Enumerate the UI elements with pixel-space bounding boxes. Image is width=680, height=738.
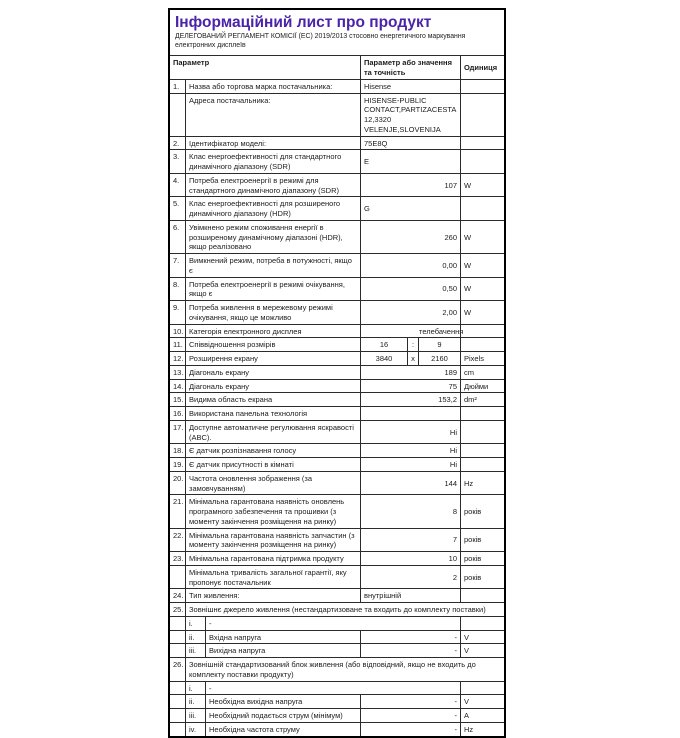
parameter-label: Діагональ екрану: [185, 380, 360, 393]
sub-row-number: i.: [185, 682, 205, 695]
table-row: [170, 136, 504, 150]
unit-label: V: [460, 644, 504, 657]
table-row: [170, 551, 504, 565]
row-number: 14.: [173, 381, 184, 391]
table-row: [170, 277, 504, 301]
row-number: [170, 94, 185, 136]
parameter-label: Мінімальна гарантована наявність оновлень програмного забезпечення та прошивки (з моменту закінчення розміщення на ринку): [185, 495, 360, 527]
parameter-label: Використана панельна технологія: [185, 407, 360, 420]
unit-label: [460, 325, 504, 338]
unit-label: [460, 197, 504, 220]
parameter-value: 144: [360, 472, 460, 495]
unit-label: [460, 80, 504, 93]
parameter-label: Видима область екрана: [185, 393, 360, 406]
sub-row-number: ii.: [185, 695, 205, 708]
parameter-value: 2: [360, 566, 460, 589]
unit-label: [460, 617, 504, 630]
parameter-value: 7: [360, 529, 460, 552]
table-row: [170, 616, 504, 630]
row-number: [170, 566, 185, 589]
parameter-label: -: [205, 617, 460, 630]
value-part-1: [361, 325, 407, 338]
parameter-label: Зовнішнє джерело живлення (нестандартизоване та входить до комплекту поставки): [185, 603, 504, 616]
row-number: 6.: [173, 222, 180, 232]
row-number: 18.: [173, 446, 184, 456]
table-row: [170, 630, 504, 644]
table-row: [170, 708, 504, 722]
table-row: [170, 722, 504, 736]
sub-row-number: iv.: [185, 723, 205, 736]
row-number: 2.: [173, 138, 180, 148]
row-number: [170, 695, 185, 708]
unit-label: V: [460, 631, 504, 644]
value-separator: :: [407, 338, 418, 351]
parameter-value: [360, 407, 460, 420]
unit-label: років: [460, 566, 504, 589]
parameter-value: -: [360, 631, 460, 644]
parameter-label: -: [205, 682, 460, 695]
row-number: 23.: [173, 554, 184, 564]
unit-label: V: [460, 695, 504, 708]
row-number: [170, 617, 185, 630]
value-separator: x: [407, 352, 418, 365]
parameter-value: 10: [360, 552, 460, 565]
table-row: [170, 392, 504, 406]
table-row: [170, 93, 504, 136]
parameter-label: Зовнішній стандартизований блок живлення (або відповідний, якщо не входить до комплекту поставки продукту): [185, 658, 504, 681]
table-row: [170, 253, 504, 277]
document-title: Інформаційний лист про продукт: [175, 14, 432, 31]
unit-label: W: [460, 301, 504, 324]
value-part-2: 9: [418, 338, 460, 351]
row-number: 12.: [173, 354, 184, 364]
parameter-label: Назва або торгова марка постачальника:: [185, 80, 360, 93]
header-value: Параметр або значення та точність: [360, 56, 460, 79]
parameter-value: [360, 325, 464, 338]
parameter-value: 107: [360, 174, 460, 197]
table-row: [170, 565, 504, 589]
parameter-label: Є датчик розпізнавання голосу: [185, 444, 360, 457]
sub-row-number: i.: [185, 617, 205, 630]
parameter-label: Співвідношення розмірів: [185, 338, 360, 351]
unit-label: Pixels: [460, 352, 504, 365]
row-number: 3.: [173, 152, 180, 162]
parameter-label: Є датчик присутності в кімнаті: [185, 458, 360, 471]
unit-label: років: [460, 495, 504, 527]
parameter-value: 75E8Q: [360, 137, 460, 150]
table-row: [170, 471, 504, 495]
parameter-value: Ні: [360, 421, 460, 444]
header-parameter: Параметр: [173, 58, 210, 68]
header-unit: Одиниця: [460, 56, 504, 79]
unit-label: A: [460, 709, 504, 722]
row-number: [170, 631, 185, 644]
row-number: [170, 709, 185, 722]
unit-label: Hz: [460, 472, 504, 495]
parameter-value: -: [360, 695, 460, 708]
row-number: 9.: [173, 303, 180, 313]
parameter-label: Діагональ екрану: [185, 366, 360, 379]
table-row: [170, 657, 504, 681]
row-number: 7.: [173, 256, 180, 266]
parameter-label: Тип живлення:: [185, 589, 360, 602]
parameter-value: -: [360, 644, 460, 657]
parameter-label: Категорія електронного дисплея: [185, 325, 360, 338]
parameter-label: Необхідна частота струму: [205, 723, 360, 736]
unit-label: dm²: [460, 393, 504, 406]
row-number: 15.: [173, 395, 184, 405]
row-number: 20.: [173, 473, 184, 483]
parameter-label: Адреса постачальника:: [185, 94, 360, 136]
parameter-label: Потреба електроенергії в режимі очікування, якщо є: [185, 278, 360, 301]
row-number: 19.: [173, 460, 184, 470]
value-part-2: 2160: [418, 352, 460, 365]
unit-label: [460, 407, 504, 420]
table-row: [170, 643, 504, 657]
row-number: 26.: [173, 660, 184, 670]
parameter-label: Частота оновлення зображення (за замовчуванням): [185, 472, 360, 495]
parameter-value: 189: [360, 366, 460, 379]
unit-label: Hz: [460, 723, 504, 736]
unit-label: років: [460, 552, 504, 565]
table-row: [170, 337, 504, 351]
parameter-label: Потреба живлення в мережевому режимі очікування, якщо це можливо: [185, 301, 360, 324]
row-number: 24.: [173, 591, 184, 601]
parameter-value: E: [360, 150, 460, 173]
value-part-1: 16: [379, 340, 389, 350]
unit-label: [460, 137, 504, 150]
parameter-value: 2,00: [360, 301, 460, 324]
value-part-1: 3840: [375, 354, 393, 364]
table-row: [170, 494, 504, 527]
table-row: [170, 149, 504, 173]
value-part-2: телебачення: [419, 326, 464, 336]
value-separator: [407, 325, 418, 338]
parameter-label: Ідентифікатор моделі:: [185, 137, 360, 150]
row-number: 5.: [173, 199, 180, 209]
table-row: [170, 196, 504, 220]
sub-row-number: iii.: [185, 709, 205, 722]
row-number: 13.: [173, 367, 184, 377]
row-number: 16.: [173, 409, 184, 419]
parameter-value: -: [360, 723, 460, 736]
parameter-value: Ні: [360, 444, 460, 457]
parameter-label: Необхідний подається струм (мінімум): [205, 709, 360, 722]
table-row: [170, 379, 504, 393]
parameter-label: Вхідна напруга: [205, 631, 360, 644]
row-number: 11.: [173, 340, 183, 350]
unit-label: cm: [460, 366, 504, 379]
table-row: [170, 220, 504, 253]
parameter-label: Увімкнено режим споживання енергії в розширеному динамічному діапазоні (HDR), якщо реалізовано: [185, 221, 360, 253]
row-number: 4.: [173, 175, 180, 185]
unit-label: [460, 589, 504, 602]
parameter-label: Мінімальна тривалість загальної гарантії, яку пропонує постачальник: [185, 566, 360, 589]
table-row: [170, 588, 504, 602]
unit-label: років: [460, 529, 504, 552]
row-number: [170, 723, 185, 736]
row-number: 1.: [173, 81, 180, 91]
parameter-label: Клас енергоефективності для розширеного динамічного діапазону (HDR): [185, 197, 360, 220]
product-information-sheet: [168, 8, 506, 738]
parameter-label: Потреба електроенергії в режимі для стандартного динамічного діапазону (SDR): [185, 174, 360, 197]
table-row: [170, 365, 504, 379]
row-number: [170, 682, 185, 695]
parameter-value: 8: [360, 495, 460, 527]
parameter-value: [360, 338, 460, 351]
unit-label: [460, 421, 504, 444]
table-row: [170, 528, 504, 552]
document-subtitle: ДЕЛЕГОВАНИЙ РЕГЛАМЕНТ КОМІСІЇ (ЕС) 2019/2013 стосовно енергетичного маркування електронних дисплеїв: [175, 33, 466, 50]
row-number: [170, 644, 185, 657]
table-row: [170, 79, 504, 93]
table-row: [170, 324, 504, 338]
row-number: 21.: [173, 497, 184, 507]
table-row: [170, 681, 504, 695]
unit-label: [460, 444, 504, 457]
parameter-value: [360, 352, 460, 365]
row-number: 8.: [173, 279, 180, 289]
table-row: [170, 406, 504, 420]
unit-label: [460, 682, 504, 695]
unit-label: [460, 338, 504, 351]
parameter-label: Клас енергоефективності для стандартного динамічного діапазону (SDR): [185, 150, 360, 173]
parameter-value: 153,2: [360, 393, 460, 406]
table-row: [170, 351, 504, 365]
table-row: [170, 694, 504, 708]
parameter-label: Мінімальна гарантована наявність запчастин (з моменту закінчення розміщення на ринку): [185, 529, 360, 552]
parameter-label: Доступне автоматичне регулювання яскравості (ABC).: [185, 421, 360, 444]
parameter-value: G: [360, 197, 460, 220]
parameter-value: -: [360, 709, 460, 722]
table-row: [170, 602, 504, 616]
title-block: [170, 10, 504, 55]
unit-label: W: [460, 221, 504, 253]
table-header-row: [170, 55, 504, 79]
unit-label: W: [460, 278, 504, 301]
sub-row-number: ii.: [185, 631, 205, 644]
parameter-value: 0,00: [360, 254, 460, 277]
parameter-value: внутрішній: [360, 589, 460, 602]
table-body: [170, 79, 504, 736]
parameter-value: 75: [360, 380, 460, 393]
table-row: [170, 420, 504, 444]
unit-label: W: [460, 174, 504, 197]
row-number: 17.: [173, 422, 184, 432]
table-row: [170, 300, 504, 324]
parameter-value: HISENSE-PUBLIC CONTACT,PARTIZACESTA 12,3320 VELENJE,SLOVENIJA: [360, 94, 460, 136]
row-number: 25.: [173, 605, 184, 615]
parameter-label: Вимкнений режим, потреба в потужності, якщо є: [185, 254, 360, 277]
unit-label: [460, 94, 504, 136]
parameter-value: 0,50: [360, 278, 460, 301]
table-row: [170, 173, 504, 197]
parameter-value: Ні: [360, 458, 460, 471]
table-row: [170, 457, 504, 471]
unit-label: [460, 458, 504, 471]
row-number: 22.: [173, 530, 184, 540]
table-row: [170, 443, 504, 457]
unit-label: Дюйми: [460, 380, 504, 393]
parameter-label: Розширення екрану: [185, 352, 360, 365]
unit-label: [460, 150, 504, 173]
sub-row-number: iii.: [185, 644, 205, 657]
parameter-value: 260: [360, 221, 460, 253]
parameter-label: Вихідна напруга: [205, 644, 360, 657]
parameter-value: Hisense: [360, 80, 460, 93]
parameter-label: Необхідна вихідна напруга: [205, 695, 360, 708]
parameter-label: Мінімальна гарантована підтримка продукту: [185, 552, 360, 565]
unit-label: W: [460, 254, 504, 277]
row-number: 10.: [173, 326, 184, 336]
